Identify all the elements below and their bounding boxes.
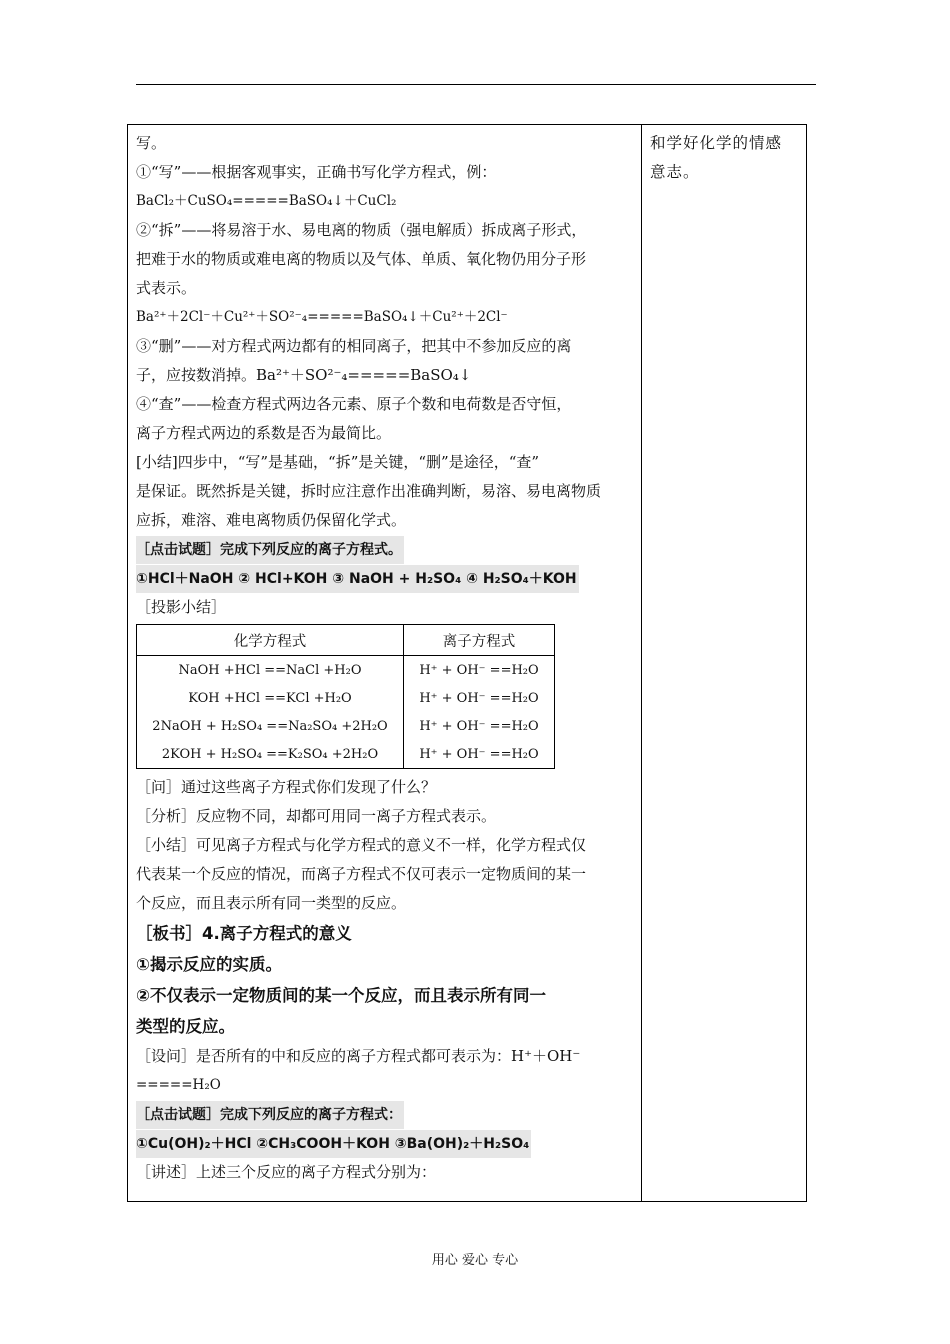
- table-cell: H⁺ + OH⁻ ==H₂O: [404, 684, 555, 712]
- text-line: 写。: [136, 134, 167, 152]
- table-cell: H⁺ + OH⁻ ==H₂O: [404, 712, 555, 740]
- table-row: [137, 684, 555, 712]
- table-row: [137, 656, 555, 685]
- side-text: 和学好化学的情感: [650, 134, 783, 152]
- column-divider: [641, 125, 642, 1201]
- board-point: ①揭示反应的实质。: [136, 955, 282, 974]
- side-column: [650, 129, 800, 187]
- text-line: ［讲述］上述三个反应的离子方程式分别为：: [136, 1163, 437, 1181]
- exercise-items: ①Cu(OH)₂＋HCl ②CH₃COOH＋KOH ③Ba(OH)₂＋H₂SO₄: [136, 1130, 531, 1158]
- table-cell: NaOH +HCl ==NaCl +H₂O: [137, 656, 404, 685]
- text-line: 离子方程式两边的系数是否为最简比。: [136, 424, 392, 442]
- text-line: ［分析］反应物不同，却都可用同一离子方程式表示。: [136, 807, 497, 825]
- text-line: ①“写”——根据客观事实，正确书写化学方程式，例：: [136, 163, 497, 181]
- table-cell: H⁺ + OH⁻ ==H₂O: [404, 740, 555, 769]
- header-rule: [136, 84, 816, 85]
- text-line: 个反应，而且表示所有同一类型的反应。: [136, 894, 407, 912]
- page-footer: 用心 爱心 专心: [431, 1253, 519, 1268]
- board-point: 类型的反应。: [136, 1017, 235, 1036]
- exercise-items: ①HCl＋NaOH ② HCl+KOH ③ NaOH + H₂SO₄ ④ H₂SO₄＋KOH: [136, 565, 579, 593]
- table-cell: H⁺ + OH⁻ ==H₂O: [404, 656, 555, 685]
- equation-line: Ba²⁺＋2Cl⁻＋Cu²⁺＋SO²⁻₄=====BaSO₄↓＋Cu²⁺＋2Cl⁻: [136, 309, 508, 325]
- main-column: [136, 129, 636, 1187]
- table-header-chemical: 化学方程式: [137, 625, 404, 656]
- text-line: ［问］通过这些离子方程式你们发现了什么？: [136, 778, 437, 796]
- exercise-heading: ［点击试题］完成下列反应的离子方程式：: [136, 1101, 404, 1129]
- text-line: 代表某一个反应的情况，而离子方程式不仅可表示一定物质间的某一: [136, 865, 587, 883]
- exercise-heading: ［点击试题］完成下列反应的离子方程式。: [136, 536, 404, 564]
- board-point: ②不仅表示一定物质间的某一个反应，而且表示所有同一: [136, 986, 546, 1005]
- board-heading: ［板书］4.离子方程式的意义: [136, 924, 352, 943]
- text-line: ［小结］可见离子方程式与化学方程式的意义不一样，化学方程式仅: [136, 836, 587, 854]
- text-line: ③“删”——对方程式两边都有的相同离子，把其中不参加反应的离: [136, 337, 572, 355]
- text-line: [小结]四步中，“写”是基础，“拆”是关键，“删”是途径，“查”: [136, 453, 540, 471]
- equation-line: =====H₂O: [136, 1077, 221, 1093]
- table-cell: KOH +HCl ==KCl +H₂O: [137, 684, 404, 712]
- table-row: [137, 740, 555, 769]
- text-line: 式表示。: [136, 279, 197, 297]
- text-line: 是保证。既然拆是关键，拆时应注意作出准确判断，易溶、易电离物质: [136, 482, 602, 500]
- text-line: ②“拆”——将易溶于水、易电离的物质（强电解质）拆成离子形式，: [136, 221, 587, 239]
- table-cell: 2KOH + H₂SO₄ ==K₂SO₄ +2H₂O: [137, 740, 404, 769]
- text-line: ［投影小结］: [136, 598, 227, 616]
- text-line: 子，应按数消掉。Ba²⁺＋SO²⁻₄=====BaSO₄↓: [136, 366, 472, 384]
- side-text: 意志。: [650, 163, 700, 181]
- text-line: ④“查”——检查方程式两边各元素、原子个数和电荷数是否守恒，: [136, 395, 572, 413]
- lesson-table: [127, 124, 807, 1202]
- table-row: [137, 712, 555, 740]
- table-header-ionic: 离子方程式: [404, 625, 555, 656]
- ionic-equation-table: [136, 624, 555, 769]
- text-line: 把难于水的物质或难电离的物质以及气体、单质、氧化物仍用分子形: [136, 250, 587, 268]
- table-cell: 2NaOH + H₂SO₄ ==Na₂SO₄ +2H₂O: [137, 712, 404, 740]
- equation-line: BaCl₂＋CuSO₄=====BaSO₄↓＋CuCl₂: [136, 193, 397, 209]
- text-line: 应拆，难溶、难电离物质仍保留化学式。: [136, 511, 407, 529]
- text-line: ［设问］是否所有的中和反应的离子方程式都可表示为：H⁺＋OH⁻: [136, 1047, 581, 1065]
